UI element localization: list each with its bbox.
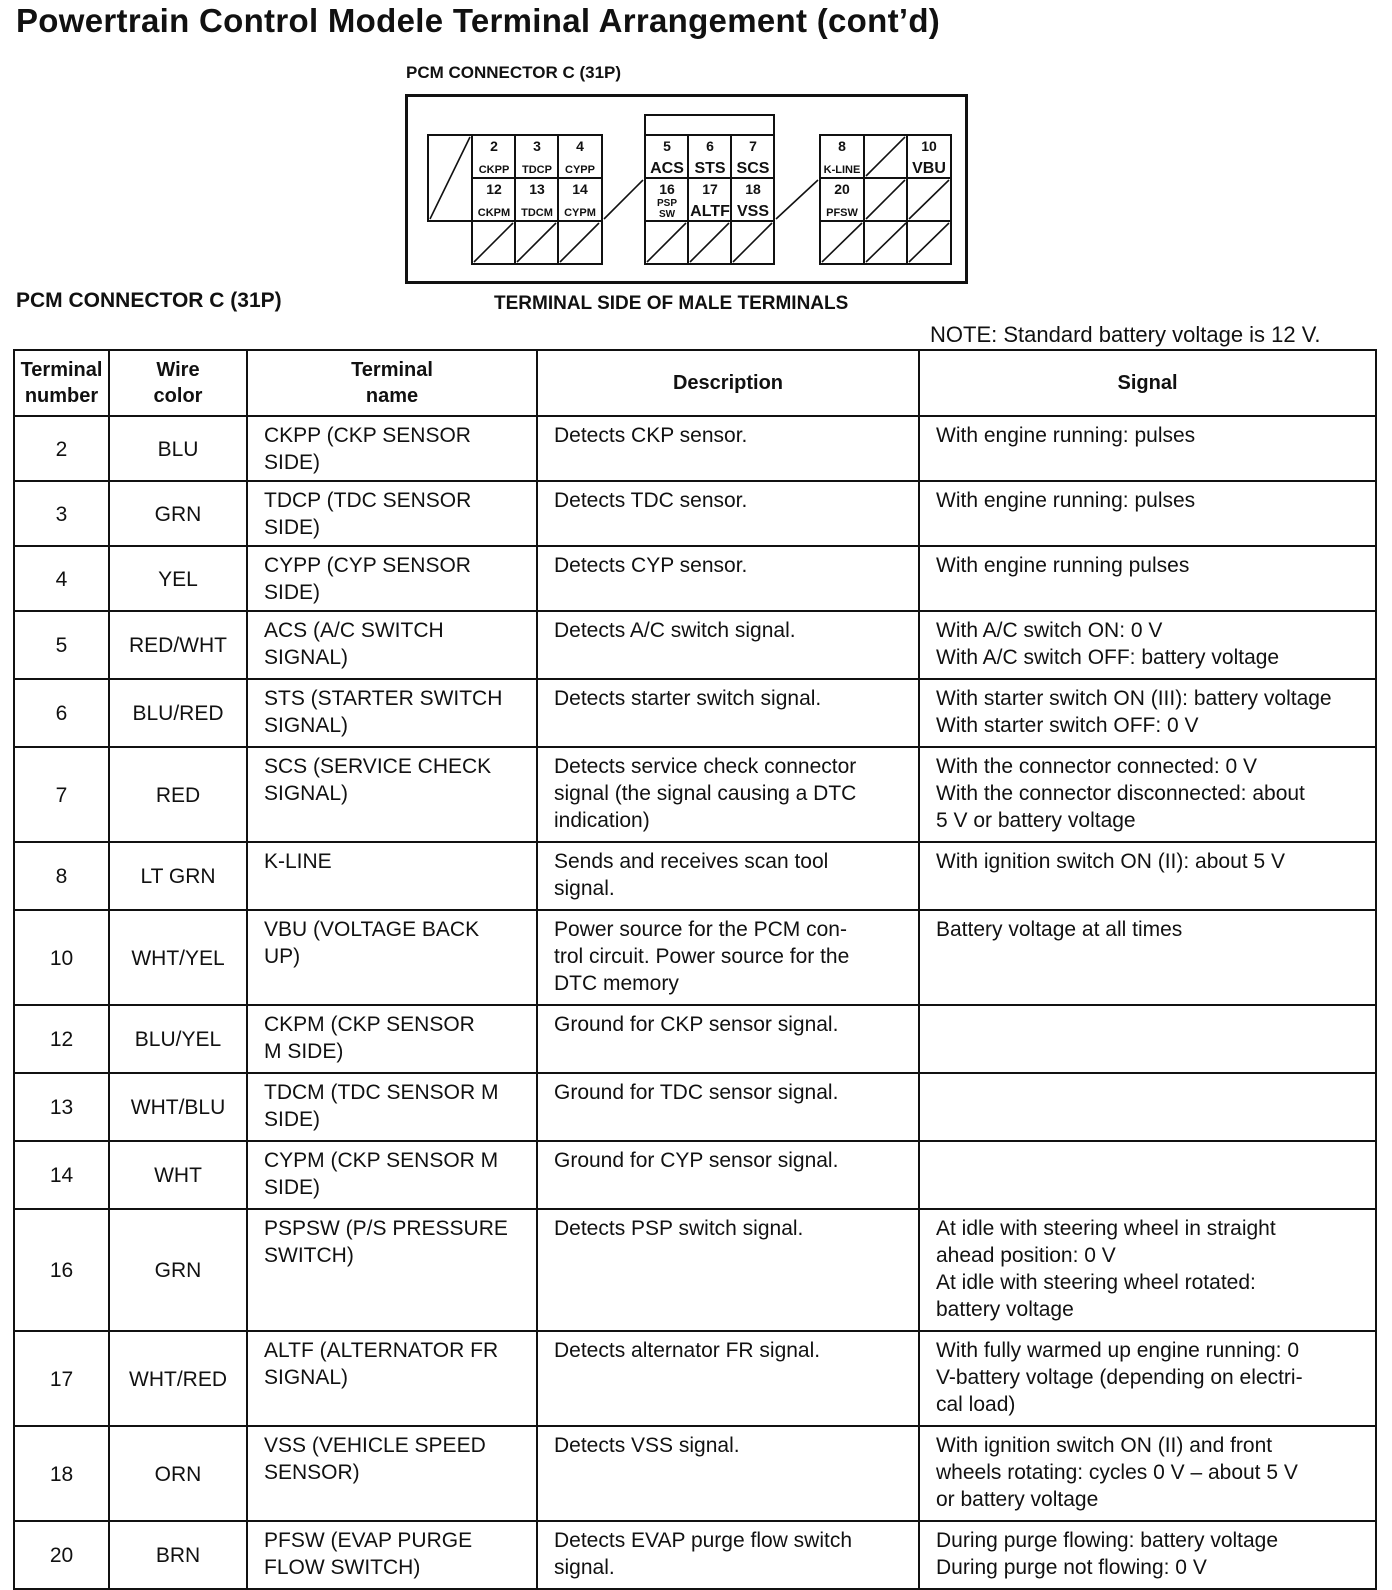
terminal-name-cell	[247, 842, 537, 910]
table-row	[14, 1331, 1376, 1426]
description-line: Ground for TDC sensor signal.	[554, 1081, 839, 1104]
terminal-name-line: PSPSW (P/S PRESSURE	[264, 1217, 508, 1240]
description-line: Detects EVAP purge flow switch	[554, 1529, 853, 1552]
description-line: Detects starter switch signal.	[554, 687, 822, 710]
terminal-number-cell: 2	[14, 416, 109, 481]
description-line: signal.	[554, 1556, 615, 1579]
blank-cavity-slash	[647, 223, 686, 262]
terminal-name-line: SIGNAL)	[264, 1366, 349, 1389]
signal-line: With engine running pulses	[936, 554, 1190, 577]
table-row	[14, 611, 1376, 679]
table-body	[14, 416, 1376, 1589]
description-cell	[537, 1005, 919, 1073]
terminal-name-label: PSP	[656, 198, 678, 209]
table-row	[14, 1521, 1376, 1589]
description-cell	[537, 416, 919, 481]
signal-cell	[919, 611, 1376, 679]
table-header-row	[14, 350, 1376, 416]
battery-voltage-note: NOTE: Standard battery voltage is 12 V.	[930, 322, 1321, 347]
signal-line: With starter switch ON (III): battery voltage	[936, 687, 1332, 710]
signal-cell	[919, 1209, 1376, 1331]
signal-line: cal load)	[936, 1393, 1016, 1416]
description-line: Detects CYP sensor.	[554, 554, 748, 577]
terminal-number-label: 7	[749, 138, 757, 154]
terminal-name-label: CKPM	[477, 207, 511, 219]
signal-cell	[919, 1141, 1376, 1209]
signal-cell	[919, 1426, 1376, 1521]
header-terminal-name	[247, 350, 537, 416]
table-row	[14, 1005, 1376, 1073]
description-line: indication)	[554, 809, 650, 832]
wire-color-cell: BLU/RED	[109, 679, 247, 747]
terminal-name-label: ACS	[650, 160, 684, 177]
description-line: Detects PSP switch signal.	[554, 1217, 804, 1240]
terminal-name-label: CYPP	[565, 164, 595, 176]
blank-cavity-slash	[560, 223, 599, 262]
description-line: Sends and receives scan tool	[554, 850, 829, 873]
signal-cell	[919, 679, 1376, 747]
blank-cavity-slash	[909, 180, 949, 219]
wire-color-cell: GRN	[109, 1209, 247, 1331]
description-line: Detects VSS signal.	[554, 1434, 740, 1457]
wire-color-cell: WHT/BLU	[109, 1073, 247, 1141]
table-section-label: PCM CONNECTOR C (31P)	[16, 289, 282, 312]
terminal-number-cell: 6	[14, 679, 109, 747]
signal-line: With ignition switch ON (II): about 5 V	[936, 850, 1285, 873]
terminal-number-label: 17	[702, 181, 718, 197]
signal-cell	[919, 910, 1376, 1005]
wire-color-cell: BLU	[109, 416, 247, 481]
terminal-name-cell	[247, 1141, 537, 1209]
signal-cell	[919, 546, 1376, 611]
signal-line: With the connector connected: 0 V	[936, 755, 1258, 778]
signal-line: With starter switch OFF: 0 V	[936, 714, 1199, 737]
terminal-name-label: VSS	[736, 203, 770, 220]
signal-line: With A/C switch OFF: battery voltage	[936, 646, 1280, 669]
blank-cavity-slash	[474, 223, 513, 262]
description-line: Ground for CYP sensor signal.	[554, 1149, 839, 1172]
terminal-number-cell: 7	[14, 747, 109, 842]
wire-color-cell: WHT	[109, 1141, 247, 1209]
wire-color-cell: RED	[109, 747, 247, 842]
terminal-number-label: 13	[529, 181, 545, 197]
header-wire-color-line2: color	[153, 385, 203, 407]
header-terminal-name-line2: name	[365, 385, 419, 407]
signal-cell	[919, 1073, 1376, 1141]
wire-color-cell: WHT/YEL	[109, 910, 247, 1005]
terminal-number-label: 5	[663, 138, 671, 154]
description-cell	[537, 1426, 919, 1521]
terminal-name-cell	[247, 416, 537, 481]
signal-line: At idle with steering wheel in straight	[936, 1217, 1276, 1240]
terminal-name-cell	[247, 1209, 537, 1331]
description-line: Detects A/C switch signal.	[554, 619, 796, 642]
description-cell	[537, 1331, 919, 1426]
wire-color-cell: ORN	[109, 1426, 247, 1521]
terminal-number-cell: 5	[14, 611, 109, 679]
description-cell	[537, 679, 919, 747]
terminal-name-cell	[247, 611, 537, 679]
table-row	[14, 546, 1376, 611]
description-line: Detects TDC sensor.	[554, 489, 748, 512]
terminal-name-line: PFSW (EVAP PURGE	[264, 1529, 473, 1552]
terminal-name-label: CKPP	[478, 164, 510, 176]
header-terminal-name-line1: Terminal	[351, 359, 433, 381]
header-description: Description	[537, 350, 919, 416]
terminal-name-line: CKPM (CKP SENSOR	[264, 1013, 475, 1036]
terminal-name-cell	[247, 747, 537, 842]
terminal-name-line: CYPP (CYP SENSOR SIDE)	[264, 554, 471, 604]
terminal-name-line: SIDE)	[264, 1176, 321, 1199]
table-row	[14, 842, 1376, 910]
terminal-number-label: 4	[576, 138, 584, 154]
terminal-name-label: TDCM	[521, 207, 553, 219]
description-cell	[537, 481, 919, 546]
terminal-number-cell: 12	[14, 1005, 109, 1073]
signal-line: With A/C switch ON: 0 V	[936, 619, 1163, 642]
signal-cell	[919, 416, 1376, 481]
header-terminal-number-line2: number	[24, 385, 99, 407]
signal-line: V-battery voltage (depending on electri-	[936, 1366, 1303, 1389]
terminal-number-cell: 16	[14, 1209, 109, 1331]
header-terminal-number	[14, 350, 109, 416]
wire-color-cell: LT GRN	[109, 842, 247, 910]
signal-line: With the connector disconnected: about	[936, 782, 1305, 805]
signal-line: Battery voltage at all times	[936, 918, 1183, 941]
signal-cell	[919, 1005, 1376, 1073]
table-row	[14, 1209, 1376, 1331]
blank-cavity-slash	[604, 180, 643, 219]
terminal-name-line: SENSOR)	[264, 1461, 360, 1484]
blank-cavity-slash	[733, 223, 772, 262]
terminal-number-cell: 3	[14, 481, 109, 546]
terminal-name-label: VBU	[912, 160, 946, 177]
table-row	[14, 1141, 1376, 1209]
terminal-number-label: 12	[486, 181, 502, 197]
description-line: DTC memory	[554, 972, 679, 995]
connector-diagram-label: PCM CONNECTOR C (31P)	[406, 63, 622, 82]
blank-cavity-slash	[866, 223, 906, 262]
header-wire-color	[109, 350, 247, 416]
description-cell	[537, 1521, 919, 1589]
terminal-name-line: CYPM (CKP SENSOR M	[264, 1149, 499, 1172]
terminal-number-cell: 14	[14, 1141, 109, 1209]
page-title: Powertrain Control Modele Terminal Arrangement (cont’d)	[16, 2, 941, 39]
terminal-name-cell	[247, 1073, 537, 1141]
description-cell	[537, 1141, 919, 1209]
terminal-name-label: PFSW	[826, 207, 858, 219]
terminal-number-label: 16	[659, 181, 675, 197]
description-cell	[537, 611, 919, 679]
terminal-table	[13, 349, 1377, 1590]
terminal-name-cell	[247, 1005, 537, 1073]
terminal-name-line: SWITCH)	[264, 1244, 354, 1267]
terminal-number-cell: 18	[14, 1426, 109, 1521]
header-wire-color-line1: Wire	[156, 359, 200, 381]
signal-line: With ignition switch ON (II) and front	[936, 1434, 1273, 1457]
terminal-number-cell: 13	[14, 1073, 109, 1141]
terminal-name-cell	[247, 481, 537, 546]
signal-line: wheels rotating: cycles 0 V – about 5 V	[936, 1461, 1298, 1484]
terminal-name-line: VBU (VOLTAGE BACK	[264, 918, 480, 941]
terminal-name-cell	[247, 910, 537, 1005]
wire-color-cell: GRN	[109, 481, 247, 546]
terminal-number-cell: 20	[14, 1521, 109, 1589]
terminal-number-label: 10	[921, 138, 937, 154]
blank-cavity-slash	[866, 180, 905, 219]
table-row	[14, 910, 1376, 1005]
table-row	[14, 1073, 1376, 1141]
terminal-name-cell	[247, 1426, 537, 1521]
terminal-name-label: TDCP	[522, 164, 552, 176]
blank-cavity-slash	[690, 223, 729, 262]
terminal-number-label: 18	[745, 181, 761, 197]
terminal-number-label: 3	[533, 138, 541, 154]
signal-line: 5 V or battery voltage	[936, 809, 1136, 832]
terminal-name-label: ALTF	[690, 203, 730, 220]
signal-line: or battery voltage	[936, 1488, 1099, 1511]
description-cell	[537, 842, 919, 910]
terminal-name-line: K-LINE	[264, 850, 332, 873]
terminal-number-label: 8	[838, 138, 846, 154]
signal-line: During purge not flowing: 0 V	[936, 1556, 1207, 1579]
header-terminal-number-line1: Terminal	[20, 359, 103, 381]
terminal-number-cell: 4	[14, 546, 109, 611]
signal-line: ahead position: 0 V	[936, 1244, 1116, 1267]
table-row	[14, 416, 1376, 481]
table-row	[14, 481, 1376, 546]
terminal-name-line: TDCM (TDC SENSOR M	[264, 1081, 499, 1104]
terminal-name-line: UP)	[264, 945, 301, 968]
terminal-name-line: SIGNAL)	[264, 714, 349, 737]
description-line: signal (the signal causing a DTC	[554, 782, 857, 805]
signal-cell	[919, 1331, 1376, 1426]
wire-color-cell: BLU/YEL	[109, 1005, 247, 1073]
connector-diagram	[0, 0, 1392, 300]
description-line: Ground for CKP sensor signal.	[554, 1013, 839, 1036]
signal-line: With engine running: pulses	[936, 424, 1196, 447]
description-line: Detects service check connector	[554, 755, 857, 778]
description-line: signal.	[554, 877, 615, 900]
wire-color-cell: BRN	[109, 1521, 247, 1589]
signal-line: battery voltage	[936, 1298, 1074, 1321]
terminal-name-line: SIGNAL)	[264, 782, 349, 805]
terminal-name-line: ACS (A/C SWITCH	[264, 619, 444, 642]
description-cell	[537, 910, 919, 1005]
terminal-name-label: CYPM	[564, 207, 596, 219]
terminal-name-line: STS (STARTER SWITCH	[264, 687, 503, 710]
terminal-number-cell: 17	[14, 1331, 109, 1426]
terminal-name-line: SIGNAL)	[264, 646, 349, 669]
description-cell	[537, 546, 919, 611]
blank-cavity-slash	[909, 223, 949, 262]
table-row	[14, 1426, 1376, 1521]
table-row	[14, 747, 1376, 842]
description-line: Detects CKP sensor.	[554, 424, 748, 447]
terminal-name-line: FLOW SWITCH)	[264, 1556, 421, 1579]
blank-cavity-slash	[517, 223, 556, 262]
blank-cavity-slash	[430, 137, 470, 219]
signal-cell	[919, 481, 1376, 546]
signal-cell	[919, 842, 1376, 910]
terminal-name-cell	[247, 1331, 537, 1426]
terminal-name-line: VSS (VEHICLE SPEED	[264, 1434, 486, 1457]
description-cell	[537, 1209, 919, 1331]
signal-cell	[919, 1521, 1376, 1589]
terminal-number-cell: 8	[14, 842, 109, 910]
signal-line: At idle with steering wheel rotated:	[936, 1271, 1256, 1294]
terminal-name-label: K-LINE	[823, 164, 861, 176]
terminal-name-line: ALTF (ALTERNATOR FR	[264, 1339, 499, 1362]
terminal-name-line: SIDE)	[264, 1108, 321, 1131]
terminal-name-label: STS	[694, 160, 726, 177]
header-signal: Signal	[919, 350, 1376, 416]
signal-line: With engine running: pulses	[936, 489, 1196, 512]
wire-color-cell: WHT/RED	[109, 1331, 247, 1426]
description-line: Power source for the PCM con-	[554, 918, 847, 941]
terminal-number-label: 20	[834, 181, 850, 197]
wire-color-cell: YEL	[109, 546, 247, 611]
terminal-number-label: 14	[572, 181, 588, 197]
description-cell	[537, 1073, 919, 1141]
terminal-name-line: TDCP (TDC SENSOR SIDE)	[264, 489, 472, 539]
terminal-name-cell	[247, 546, 537, 611]
terminal-number-label: 6	[706, 138, 714, 154]
connector-key-tab	[645, 115, 774, 135]
wire-color-cell: RED/WHT	[109, 611, 247, 679]
terminal-side-caption: TERMINAL SIDE OF MALE TERMINALS	[494, 293, 849, 314]
description-cell	[537, 747, 919, 842]
terminal-name-label: SCS	[736, 160, 770, 177]
terminal-name-label: SW	[658, 209, 676, 220]
description-line: trol circuit. Power source for the	[554, 945, 850, 968]
table-row	[14, 679, 1376, 747]
signal-cell	[919, 747, 1376, 842]
terminal-name-line: M SIDE)	[264, 1040, 344, 1063]
signal-line: During purge flowing: battery voltage	[936, 1529, 1279, 1552]
terminal-number-label: 2	[490, 138, 498, 154]
blank-cavity-slash	[776, 180, 818, 219]
description-line: Detects alternator FR signal.	[554, 1339, 821, 1362]
blank-cavity-slash	[866, 137, 905, 176]
terminal-name-cell	[247, 679, 537, 747]
terminal-number-cell: 10	[14, 910, 109, 1005]
terminal-name-line: CKPP (CKP SENSOR SIDE)	[264, 424, 471, 474]
terminal-name-cell	[247, 1521, 537, 1589]
terminal-name-line: SCS (SERVICE CHECK	[264, 755, 492, 778]
signal-line: With fully warmed up engine running: 0	[936, 1339, 1300, 1362]
blank-cavity-slash	[822, 223, 862, 262]
